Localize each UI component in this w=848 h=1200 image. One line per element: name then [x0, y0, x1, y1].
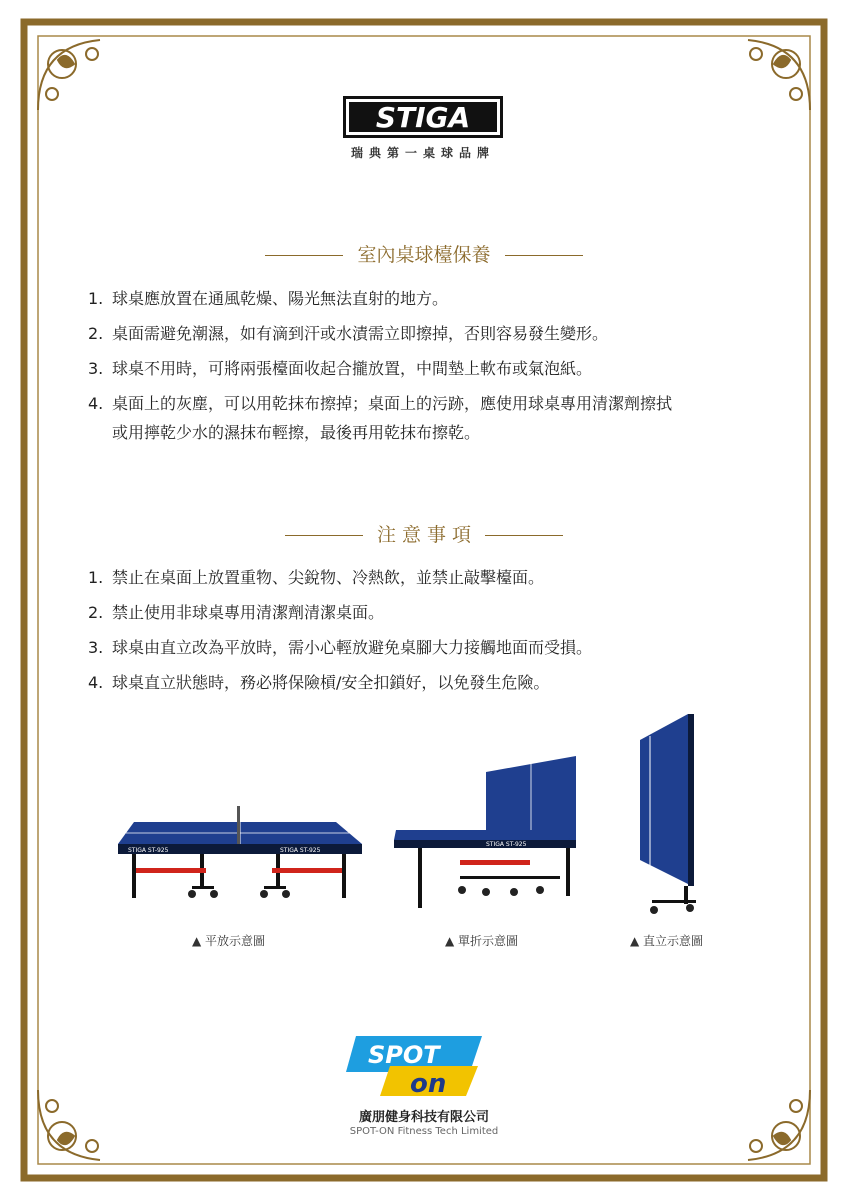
divider-right [485, 535, 563, 536]
half-fold-caption: ▲ 單折示意圖 [445, 934, 519, 948]
list-item: 3. 球桌不用時，可將兩張檯面收起合攏放置，中間墊上軟布或氣泡紙。 [88, 359, 593, 378]
stiga-logo [343, 96, 503, 138]
list-item: 4. 球桌直立狀態時，務必將保險槓/安全扣鎖好，以免發生危險。 [88, 673, 550, 692]
list-item: 2. 桌面需避免潮濕，如有滴到汗或水漬需立即擦掉，否則容易發生變形。 [88, 324, 609, 343]
notes-heading [0, 520, 848, 547]
notes-list [88, 563, 798, 703]
corner-ornament-tr [748, 40, 810, 110]
stiga-logo-text: STIGA [375, 101, 471, 134]
list-item: 1. 球桌應放置在通風乾燥、陽光無法直射的地方。 [88, 289, 449, 308]
upright-caption: ▲ 直立示意圖 [630, 934, 704, 948]
divider-right [505, 255, 583, 256]
divider-left [285, 535, 363, 536]
table-label: STIGA ST-925 [128, 847, 169, 854]
upright-table-illustration [630, 710, 710, 920]
notes-title: 注 意 事 項 [376, 524, 472, 546]
list-item: 3. 球桌由直立改為平放時，需小心輕放避免桌腳大力接觸地面而受損。 [88, 638, 593, 657]
spot-logo-bottom: on [410, 1069, 447, 1096]
list-item: 4. 桌面上的灰塵，可以用乾抹布擦掉；桌面上的污跡，應使用球桌專用清潔劑擦拭 或用擰乾少水的濕抹布輕擦，最後再用乾抹布擦乾。 [88, 394, 673, 442]
spot-on-logo [346, 1036, 482, 1096]
maintenance-title: 室內桌球檯保養 [357, 244, 491, 266]
company-name-en: SPOT-ON Fitness Tech Limited [349, 1126, 499, 1137]
maintenance-list [88, 284, 798, 453]
half-fold-table-illustration [390, 750, 590, 920]
table-label: STIGA ST-925 [280, 847, 321, 854]
corner-ornament-br [748, 1090, 810, 1160]
list-item: 2. 禁止使用非球桌專用清潔劑清潔桌面。 [88, 603, 385, 622]
corner-ornament-tl [38, 40, 100, 110]
flat-caption: ▲ 平放示意圖 [192, 934, 266, 948]
divider-left [265, 255, 343, 256]
spot-logo-top: SPOT [368, 1041, 440, 1069]
list-item: 1. 禁止在桌面上放置重物、尖銳物、冷熱飲，並禁止敲擊檯面。 [88, 568, 545, 587]
brand-subtitle: 瑞典第一桌球品牌 [350, 146, 495, 160]
table-label: STIGA ST-925 [486, 841, 527, 848]
flat-table-illustration [112, 800, 374, 910]
corner-ornament-bl [38, 1090, 100, 1160]
maintenance-heading [0, 240, 848, 267]
company-name-zh: 廣朋健身科技有限公司 [358, 1110, 489, 1125]
